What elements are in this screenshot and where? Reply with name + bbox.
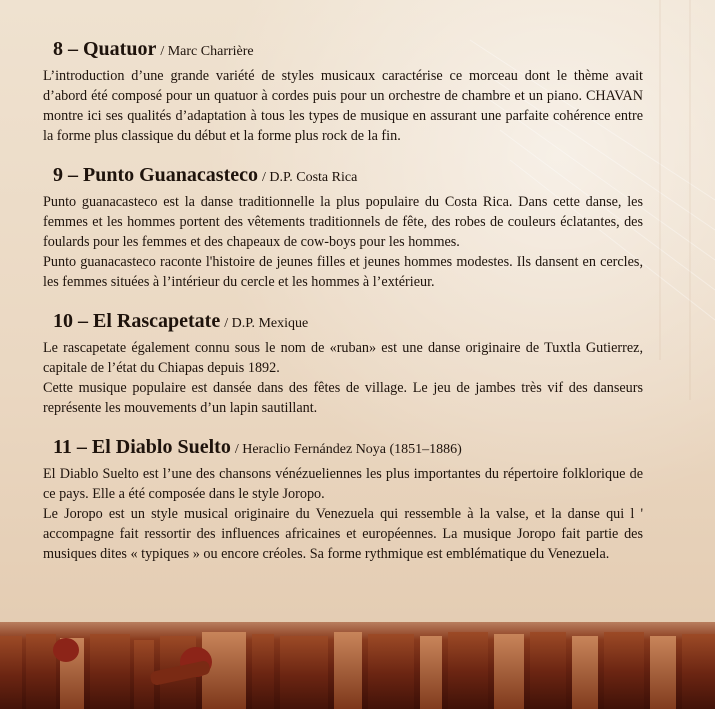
track-10-paragraph-2: Cette musique populaire est dansée dans des fêtes de village. Le jeu de jambes très vif des danseurs représente les mouvements d’un lapin sautillant. (43, 380, 643, 416)
track-11-paragraph-2: Le Joropo est un style musical originaire du Venezuela qui ressemble à la valse, et la danse qui l ' accompagne fait ressortir des influences africaines et européennes. La musique Joropo fait partie des musiques dites « typiques » ou encore créoles. Sa forme rythmique est emblématique du Venezuela. (43, 506, 643, 562)
track-11-paragraph-1: El Diablo Suelto est l’une des chansons vénézueliennes les plus importantes du répertoire folklorique de ce pays. Elle a été composée dans le style Joropo. (43, 466, 643, 502)
track-9-paragraph-2: Punto guanacasteco raconte l'histoire de jeunes filles et jeunes hommes modestes. Ils dansent en cercles, les femmes situées à l’intérieur du cercle et les hommes à l’extérieur. (43, 254, 643, 290)
track-8-title: 8 – Quatuor (53, 38, 157, 60)
track-8-credit: / Marc Charrière (160, 44, 254, 59)
track-10 (43, 310, 643, 418)
track-10-heading (53, 310, 643, 335)
track-11-credit: / Heraclio Fernández Noya (1851–1886) (234, 442, 462, 457)
track-9-paragraph-1: Punto guanacasteco est la danse traditionnelle la plus populaire du Costa Rica. Dans cette danse, les femmes et les hommes portent des vêtements traditionnels de fête, des robes de couleurs éclatantes, des foulards pour les femmes et des chapeaux de cow-boys pour les hommes. (43, 194, 643, 250)
track-11-heading (53, 436, 643, 461)
track-11 (43, 436, 643, 564)
track-10-credit: / D.P. Mexique (224, 316, 309, 331)
track-8 (43, 38, 643, 146)
track-10-title: 10 – El Rascapetate (53, 310, 221, 332)
track-10-paragraph-1: Le rascapetate également connu sous le nom de «ruban» est une danse originaire de Tuxtla Gutierrez, capitale de l’état du Chiapas depuis 1892. (43, 340, 643, 376)
track-9-heading (53, 164, 643, 189)
track-notes (43, 38, 643, 582)
track-9 (43, 164, 643, 292)
track-9-credit: / D.P. Costa Rica (262, 170, 358, 185)
track-8-paragraph-1: L’introduction d’une grande variété de styles musicaux caractérise ce morceau dont le thème avait d’abord été composé pour un quatuor à cordes puis pour un orchestre de chambre et un piano. CHAVAN montre ici ses qualités d’adaptation à tous les types de musique en assurant une parfaite cohérence entre la forme plus classique du début et la forme plus rock de la fin. (43, 68, 643, 144)
track-9-title: 9 – Punto Guanacasteco (53, 164, 258, 186)
track-11-title: 11 – El Diablo Suelto (53, 436, 231, 458)
marimba-illustration (0, 622, 715, 709)
marimba-keys-image (0, 622, 715, 709)
track-8-heading (53, 38, 643, 63)
